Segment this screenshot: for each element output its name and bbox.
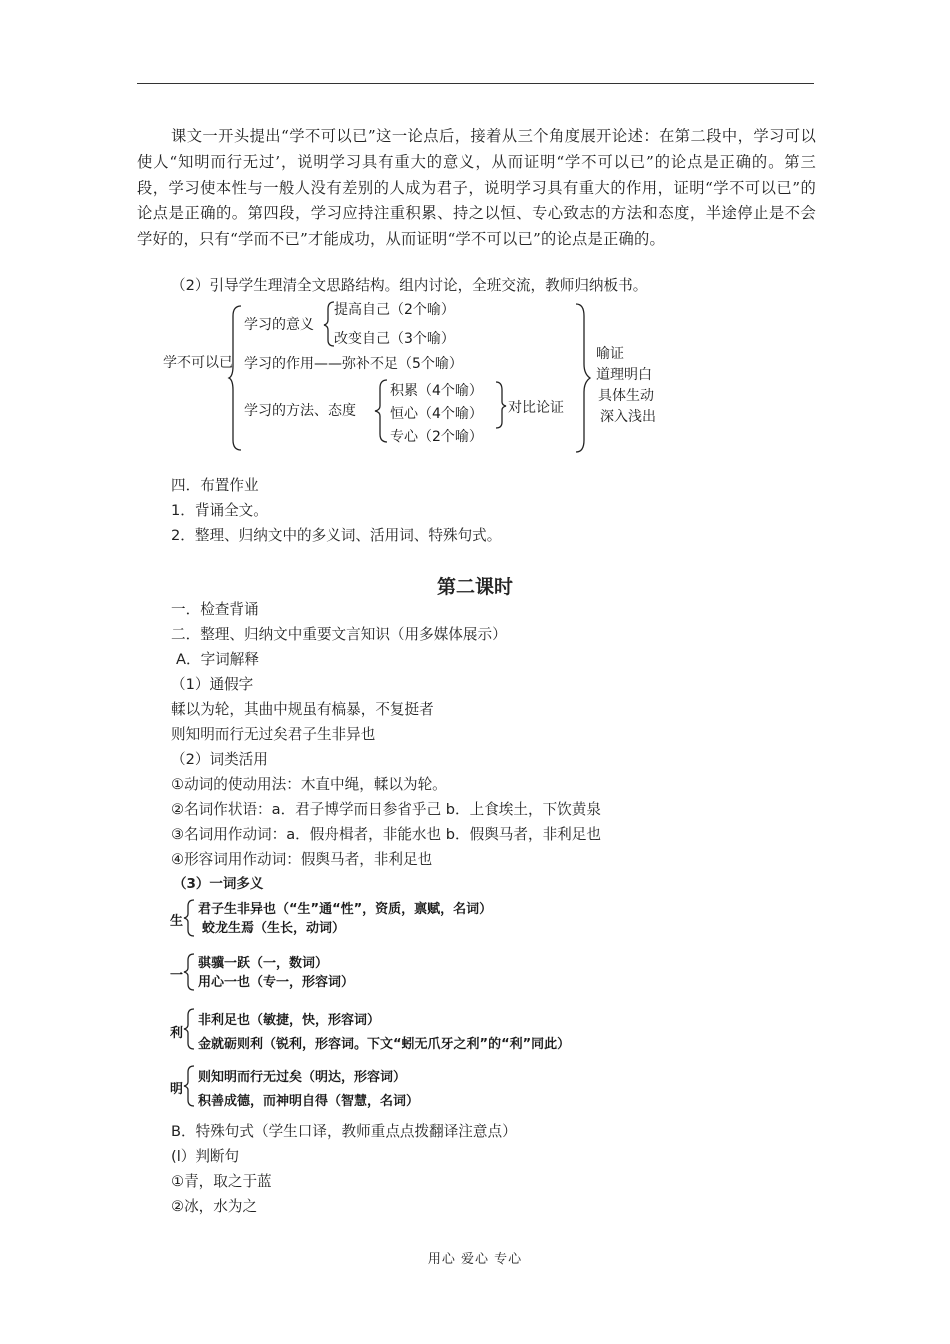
map-method: 学习的方法、态度 [244,403,356,419]
map-feature-3: 具体生动 [598,388,654,404]
a1-title: （1）通假字 [171,676,254,693]
map-contrast: 对比论证 [508,400,564,416]
closing-big-brace [574,302,592,454]
lesson2-step2: 二．整理、归纳文中重要文言知识（用多媒体展示） [171,626,507,643]
b1-line-1: ①青，取之于蓝 [171,1173,272,1190]
page-footer: 用心 爱心 专心 [427,1252,523,1267]
a2-line-4: ④形容词用作动词：假舆马者，非利足也 [171,851,433,868]
homework-item-1: 1．背诵全文。 [171,502,268,519]
header-rule [137,83,814,84]
polysemy-line-1: 则知明而行无过矣（明达，形容词） [198,1070,407,1085]
map-feature-4: 深入浅出 [600,409,656,425]
polysemy-line-1: 骐骥一跃（一，数词） [198,956,329,971]
polysemy-line-1: 君子生非异也（“生”通“性”，资质，禀赋，名词） [198,902,493,917]
a1-line-2: 则知明而行无过矣君子生非异也 [171,726,376,743]
a1-line-1: 輮以为轮，其曲中规虽有槁暴，不复挺者 [171,701,434,718]
a2-title: （2）词类活用 [171,751,268,768]
section-a-title: A．字词解释 [176,651,259,668]
polysemy-char: 一 [170,968,184,983]
polysemy-brace [184,1007,196,1051]
map-method-1: 积累（4个喻） [390,383,483,399]
polysemy-line-2: 用心一也（专一，形容词） [198,975,355,990]
b1-title: (l）判断句 [171,1148,240,1165]
lesson2-heading: 第二课时 [436,576,513,598]
lesson2-step1: 一．检查背诵 [171,601,259,618]
polysemy-brace [184,1064,196,1108]
map-significance-1: 提高自己（2个喻） [334,302,455,318]
map-method-3: 专心（2个喻） [390,429,483,445]
polysemy-line-2: 金就砺则利（锐利，形容词。下文“蚓无爪牙之利”的“利”同此） [198,1037,571,1052]
map-method-2: 恒心（4个喻） [390,406,483,422]
polysemy-char: 明 [170,1082,184,1097]
map-root: 学不可以已 [163,355,233,371]
map-feature-1: 喻证 [596,346,624,362]
a3-title: （3）一词多义 [173,876,264,892]
polysemy-line-2: 积善成德，而神明自得（智慧，名词） [198,1094,420,1109]
section-b-title: B．特殊句式（学生口译，教师重点点拨翻译注意点） [171,1123,517,1140]
polysemy-line-2: 蛟龙生焉（生长，动词） [202,921,346,936]
a2-line-3: ③名词用作动词：a．假舟楫者，非能水也 b．假舆马者，非利足也 [171,826,601,843]
polysemy-char: 利 [170,1026,184,1041]
map-function: 学习的作用——弥补不足（5个喻） [244,356,463,372]
homework-item-2: 2．整理、归纳文中的多义词、活用词、特殊句式。 [171,527,502,544]
polysemy-brace [184,952,196,992]
map-feature-2: 道理明白 [596,367,652,383]
polysemy-char: 生 [170,914,184,929]
method-brace [375,378,389,444]
root-brace [229,304,243,452]
intro-paragraph: 课文一开头提出“学不可以已”这一论点后，接着从三个角度展开论述：在第二段中，学习可以使人“知明而行无过’，说明学习具有重大的意义，从而证明“学不可以已”的论点是正确的。第三段，学习使本性与一般人没有差别的人成为君子，说明学习具有重大的作用，证明“学不可以已”的论点是正确的。第四段，学习应持注重积累、持之以恒、专心致志的方法和态度，半途停止是不会学好的，只有“学而不已”才能成功，从而证明“学不可以已”的论点是正确的。 [137,127,816,249]
homework-title: 四．布置作业 [171,477,259,494]
b1-line-2: ②冰，水为之 [171,1198,258,1215]
a2-line-2: ②名词作状语：a．君子博学而日参省乎己 b．上食埃土，下饮黄泉 [171,801,601,818]
polysemy-brace [184,898,196,938]
polysemy-line-1: 非利足也（敏捷，快，形容词） [198,1013,381,1028]
step2-line: （2）引导学生理清全文思路结构。组内讨论，全班交流，教师归纳板书。 [171,277,648,294]
method-closing-brace [494,380,506,430]
a2-line-1: ①动词的使动用法：木直中绳，輮以为轮。 [171,776,447,793]
map-significance: 学习的意义 [244,317,314,333]
map-significance-2: 改变自己（3个喻） [334,331,455,347]
